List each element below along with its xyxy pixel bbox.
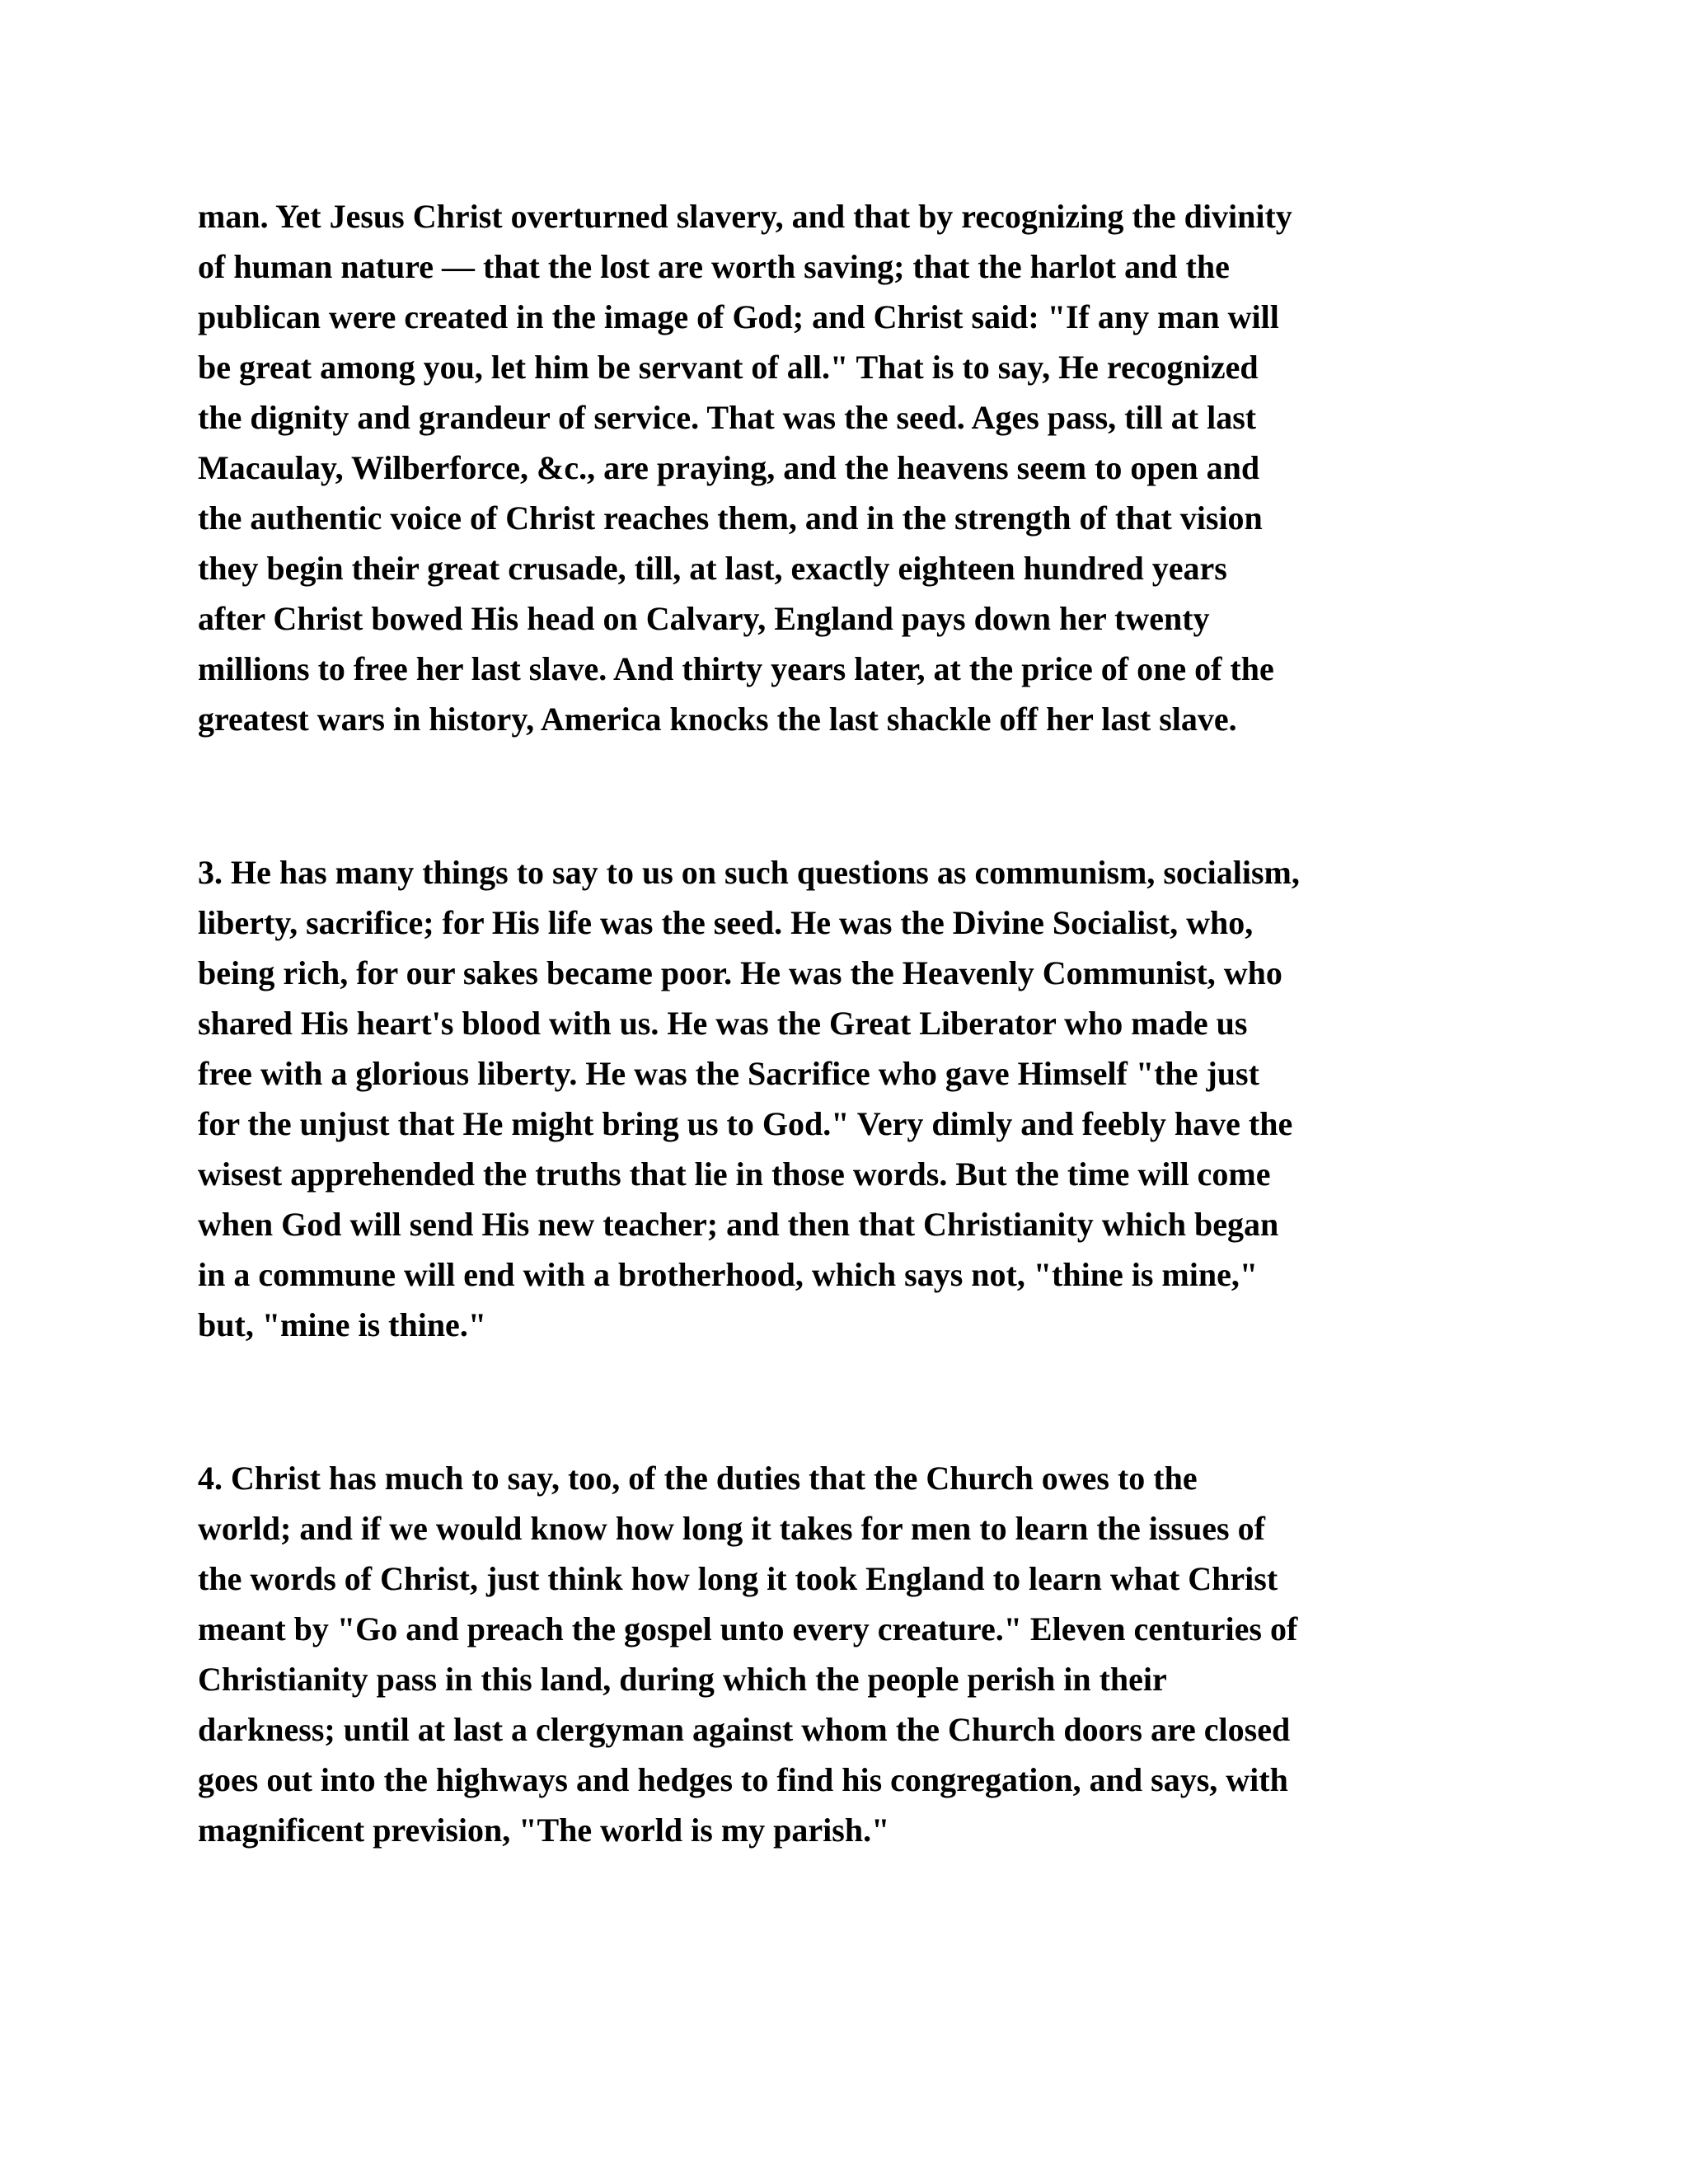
paragraph-line: after Christ bowed His head on Calvary, England pays down her twenty [198, 600, 1210, 637]
paragraph-line: magnificent prevision, "The world is my parish." [198, 1811, 890, 1849]
paragraph-line: meant by "Go and preach the gospel unto every creature." Eleven centuries of [198, 1610, 1298, 1647]
paragraph-line: liberty, sacrifice; for His life was the seed. He was the Divine Socialist, who, [198, 904, 1254, 941]
paragraph-line: be great among you, let him be servant of all." That is to say, He recognized [198, 349, 1259, 386]
paragraph-line: in a commune will end with a brotherhood, which says not, "thine is mine," [198, 1256, 1259, 1293]
paragraph-line: Macaulay, Wilberforce, &c., are praying, and the heavens seem to open and [198, 449, 1260, 486]
paragraph-line: millions to free her last slave. And thirty years later, at the price of one of the [198, 650, 1274, 687]
paragraph-line: when God will send His new teacher; and then that Christianity which began [198, 1206, 1279, 1243]
paragraph-line: Christianity pass in this land, during which the people perish in their [198, 1661, 1167, 1698]
paragraph-line: darkness; until at last a clergyman against whom the Church doors are closed [198, 1711, 1291, 1748]
paragraph-line: man. Yet Jesus Christ overturned slavery, and that by recognizing the divinity [198, 198, 1292, 235]
paragraph-line: they begin their great crusade, till, at last, exactly eighteen hundred years [198, 550, 1227, 587]
paragraph-line: wisest apprehended the truths that lie in those words. But the time will come [198, 1155, 1271, 1193]
paragraph-line: greatest wars in history, America knocks the last shackle off her last slave. [198, 701, 1237, 738]
paragraph-line: goes out into the highways and hedges to find his congregation, and says, with [198, 1761, 1288, 1798]
paragraph-line: free with a glorious liberty. He was the Sacrifice who gave Himself "the just [198, 1055, 1259, 1092]
paragraph-line: 4. Christ has much to say, too, of the duties that the Church owes to the [198, 1460, 1198, 1497]
paragraph-line: publican were created in the image of God; and Christ said: "If any man will [198, 298, 1279, 335]
paragraph-line: of human nature — that the lost are worth saving; that the harlot and the [198, 248, 1230, 285]
paragraph-line: but, "mine is thine." [198, 1306, 487, 1343]
paragraph-line: the dignity and grandeur of service. That was the seed. Ages pass, till at last [198, 399, 1257, 436]
paragraph-line: the words of Christ, just think how long it took England to learn what Christ [198, 1560, 1278, 1597]
paragraph-line: being rich, for our sakes became poor. He was the Heavenly Communist, who [198, 954, 1282, 991]
paragraph-line: shared His heart's blood with us. He was the Great Liberator who made us [198, 1005, 1248, 1042]
paragraph-line: world; and if we would know how long it takes for men to learn the issues of [198, 1510, 1265, 1547]
paragraph-line: for the unjust that He might bring us to God." Very dimly and feebly have the [198, 1105, 1293, 1142]
paragraph-line: the authentic voice of Christ reaches them, and in the strength of that vision [198, 499, 1263, 537]
paragraph-line: 3. He has many things to say to us on such questions as communism, socialism, [198, 854, 1300, 891]
